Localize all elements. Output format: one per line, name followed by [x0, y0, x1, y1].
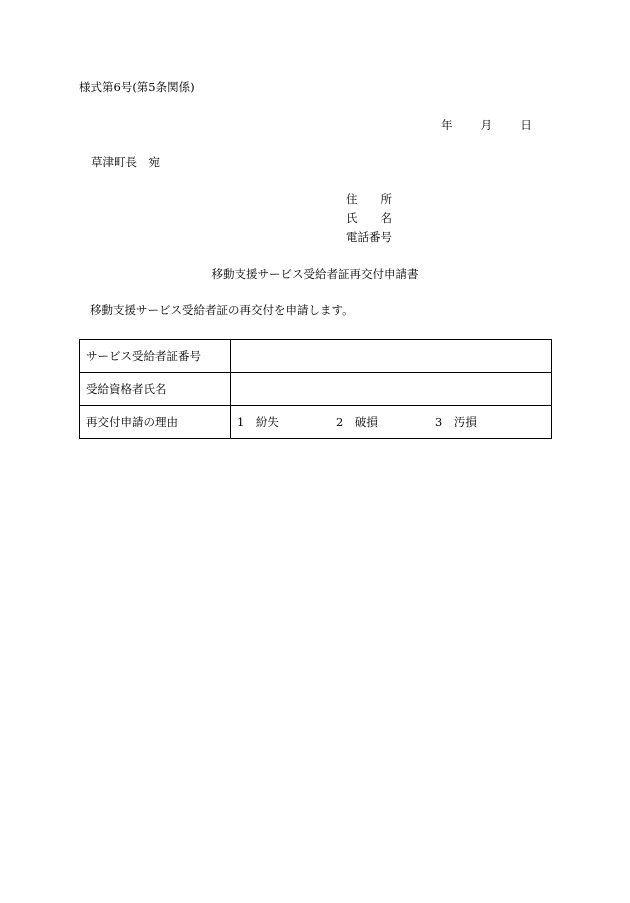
table-row	[80, 373, 552, 406]
body-text: 移動支援サービス受給者証の再交付を申請します。	[90, 303, 354, 317]
document-title: 移動支援サービス受給者証再交付申請書	[211, 267, 419, 281]
date-year: 年	[441, 118, 453, 132]
addressee: 草津町長 宛	[91, 155, 160, 169]
table-row	[80, 340, 552, 373]
form-number: 様式第6号(第5条関係)	[79, 80, 195, 94]
certificate-number-field[interactable]	[231, 340, 552, 373]
date-month: 月	[480, 118, 493, 132]
table-label: 受給資格者氏名	[80, 373, 231, 406]
date-day: 日	[520, 118, 532, 132]
table-label: 再交付申請の理由	[80, 406, 231, 439]
reason-option-lost[interactable]: 1 紛失	[237, 415, 279, 429]
reason-option-damaged[interactable]: 2 破損	[336, 415, 378, 429]
recipient-name-field[interactable]	[231, 373, 552, 406]
applicant-block	[346, 194, 392, 251]
address-label: 住 所	[346, 192, 392, 206]
request-table	[79, 339, 552, 439]
table-label: サービス受給者証番号	[80, 340, 231, 373]
reason-options	[231, 406, 552, 439]
date-line	[441, 120, 532, 132]
name-label: 氏 名	[346, 211, 392, 225]
table-row	[80, 406, 552, 439]
reason-option-soiled[interactable]: 3 汚損	[435, 415, 477, 429]
phone-label: 電話番号	[346, 230, 392, 244]
